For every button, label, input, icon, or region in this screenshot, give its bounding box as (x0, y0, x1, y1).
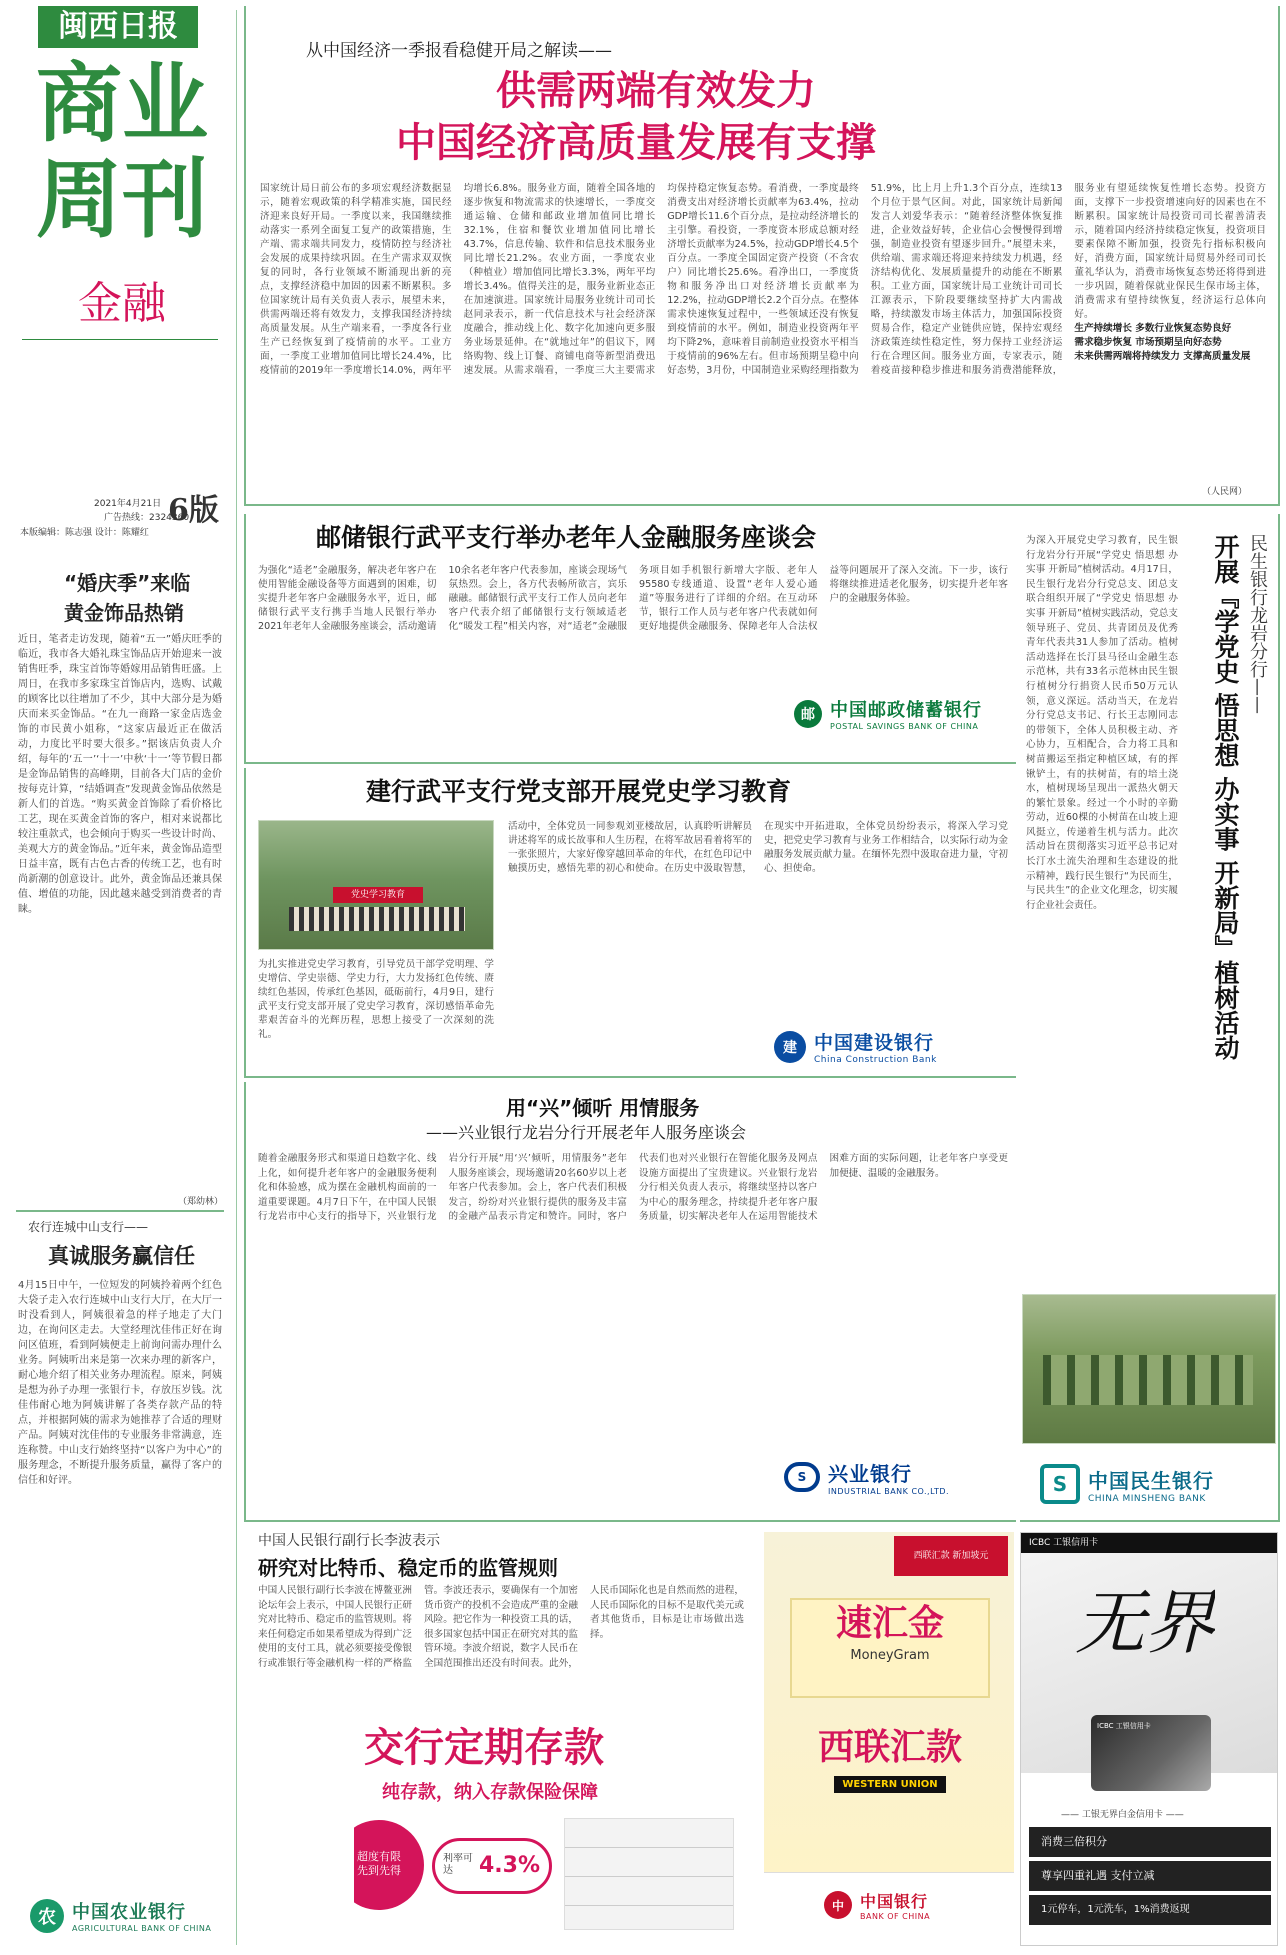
left-column-rule (236, 10, 237, 1945)
lead-subhead-b: 需求稳步恢复 市场预期呈向好态势 (1074, 337, 1222, 348)
cib-logo (776, 1454, 957, 1500)
left-divider (16, 1210, 224, 1212)
left1-credit: （郑幼林） (178, 1197, 224, 1207)
boc-ad-brand-2: 西联汇款 (817, 1727, 962, 1768)
abc-icon: 农 (30, 1899, 64, 1933)
abc-logo (30, 1898, 211, 1933)
boc-icon: 中 (824, 1891, 852, 1919)
ccb-photo (258, 820, 494, 950)
psbc-icon: 邮 (794, 700, 822, 728)
left-column (8, 4, 230, 1952)
left2-body: 4月15日中午，一位短发的阿姨拎着两个红色大袋子走入农行连城中山支行大厅，在大厅一时没看到人，阿姨很着急的样子地走了大门边，在询问区走去。大堂经理沈佳伟正好在询问区值班，看到阿姨便走上前询问需办理什么业务。阿姨听出来是第一次来办理的新客户，耐心地介绍了相关业务办理流程。原来，阿姨是想为孙子办理一张银行卡，存放压岁钱。沈佳伟耐心地为阿姨讲解了各类存款产品的特点，并根据阿姨的需求为她推荐了合适的理财产品。阿姨对沈佳伟的专业服务非常满意，连连称赞。中山支行始终坚持“以客户为中心”的服务理念，不断提升服务质量，赢得了客户的信任和好评。 (18, 1280, 222, 1486)
psbc-body: 为强化“适老”金融服务，解决老年客户在使用智能金融设备等方面遇到的困难，切实提升老年客户金融服务水平，近日，邮储银行武平支行携手当地人民银行举办2021年老年人金融服务座谈会，活动邀请10余名老年客户代表参加，座谈会现场气氛热烈。会上，各方代表畅所欲言，宾乐融融。邮储银行武平支行工作人员向老年客户代表介绍了邮储银行支行领域适老化“暖发工程”相关内容，对“适老”金融服务项目如手机银行新增大字版、老年人95580专线通道、设置“老年人爱心通道”等服务进行了详细的介绍。在互动环节，银行工作人员与老年客户代表就如何更好地提供金融服务、保障老年人合法权益等问题展开了深入交流。下一步，该行将继续推进适老化服务，切实提升老年客户的金融服务体验。 (258, 565, 1008, 632)
lead-credit: （人民网） (1202, 487, 1248, 497)
bocom-ad-title: 交行定期存款 (364, 1724, 604, 1771)
boc-bank-name: 中国银行 (860, 1892, 929, 1911)
icbc-ad (1020, 1532, 1278, 1946)
cmbc-body: 为深入开展党史学习教育，民生银行龙岩分行开展“学党史 悟思想 办实事 开新局”植树活动。4月17日，民生银行龙岩分行党总支、团总支联合组织开展了“学党史 悟思想 办实事 开新局”植树实践活动，党总支领导班子、党员、共青团员及优秀青年代表共31人参加了活动。植树活动选择在长汀县马径山金融生态示范林，共有33名示范林由民生银行植树分行捐资人民币50万元认领，意义深远。活动当天，在龙岩分行党总支书记、行长王志刚同志的带领下，全体人员积极主动、齐心协力，互相配合，合力将工具和树苗搬运至指定种植区域，有的挥锹铲土，有的扶树苗，有的培土浇水，植树现场呈现出一派热火朝天的繁忙景象。经过一个小时的辛勤劳动，近60棵的小树苗在山坡上迎风挺立，传递着生机与活力。此次活动旨在贯彻落实习近平总书记对长汀水土流失治理和生态建设的批示精神，践行民生银行“为民而生，与民共生”的企业文化理念，切实履行企业社会责任。 (1026, 535, 1178, 911)
ccb-story (244, 768, 1016, 1078)
boc-bank-name-en: BANK OF CHINA (860, 1912, 931, 1921)
ccb-photo-banner: 党史学习教育 (333, 887, 423, 903)
icbc-ad-row-3: 1元停车，1元洗车，1%消费返现 (1029, 1895, 1271, 1925)
psbc-bank-name-en: POSTAL SAVINGS BANK OF CHINA (830, 722, 979, 731)
lead-subhead-c: 未来供需两端将持续发力 支撑高质量发展 (1074, 351, 1251, 362)
boc-ad-moneygram-box (790, 1598, 990, 1698)
ad-hotline: 广告热线：2324360 (104, 513, 190, 523)
pboc-headline: 研究对比特币、稳定币的监管规则 (258, 1556, 558, 1580)
section-title-weekly: 周刊 (36, 154, 208, 246)
lead-headline-2: 中国经济高质量发展有支撑 (396, 120, 876, 166)
bocom-ad-rate-pill (432, 1838, 552, 1894)
boc-ad (764, 1532, 1014, 1944)
ccb-bank-name-en: China Construction Bank (814, 1055, 937, 1065)
cib-bank-name-en: INDUSTRIAL BANK CO.,LTD. (828, 1487, 950, 1496)
masthead-paper-name: 闽西日报 (38, 6, 198, 48)
ccb-logo (766, 1024, 945, 1069)
psbc-bank-name: 中国邮政储蓄银行 (830, 700, 982, 721)
cib-subhead: ——兴业银行龙岩分行开展老年人服务座谈会 (426, 1123, 747, 1142)
lead-subhead-a: 生产持续增长 多数行业恢复态势良好 (1074, 323, 1232, 334)
icbc-ad-row-1: 消费三倍积分 (1029, 1827, 1271, 1857)
bocom-ad-badge: 超度有限 先到先得 (354, 1820, 424, 1910)
psbc-headline: 邮储银行武平支行举办老年人金融服务座谈会 (316, 523, 817, 552)
left1-headline-1: “婚庆季”来临 (64, 571, 191, 595)
editors: 本版编辑：陈志强 设计：陈耀红 (20, 528, 149, 538)
abc-name-en: AGRICULTURAL BANK OF CHINA (72, 1924, 212, 1933)
lead-headline-1: 供需两端有效发力 (496, 68, 816, 114)
boc-ad-footer (764, 1872, 1014, 1944)
cmbc-kicker: 民生银行龙岩分行—— (1247, 534, 1268, 714)
ccb-bank-name: 中国建设银行 (814, 1032, 935, 1054)
cib-headline: 用“兴”倾听 用情服务 (506, 1096, 700, 1120)
issue-date: 2021年4月21日 (94, 499, 162, 509)
pboc-body: 中国人民银行副行长李波在博鳌亚洲论坛年会上表示，中国人民银行正研究对比特币、稳定币的监管规则。将来任何稳定币如果希望成为得到广泛使用的支付工具，就必须要接受像银行或准银行等金融机构一样的严格监管。李波还表示，要确保有一个加密货币资产的投机不会造成严重的金融风险。把它作为一种投资工具的话，很多国家包括中国正在研究对其的监管环境。李波介绍说，数字人民币在全国范围推出还没有时间表。此外，人民币国际化也是自然而然的进程，人民币国际化的目标不是取代美元或者其他货币，目标是让市场做出选择。 (258, 1585, 744, 1669)
icbc-ad-art-text: 无界 (1075, 1583, 1215, 1663)
left2-kicker: 农行连城中山支行—— (28, 1220, 149, 1234)
lead-body-text: 国家统计局日前公布的多项宏观经济数据显示，随着宏观政策的科学精准实施，国民经济迎来良好开局。一季度以来，我国继续推动落实一系列全面复工复产的政策措施，生产端、需求端共同发力，疫情防控与经济社会发展的成果持续巩固。在生产需求双双恢复的同时，各行业领域不断涌现出新的亮点，支撑经济稳中加固的因素不断累积。多位国家统计局有关负责人表示，展望未来，供需两端还将有效发力，支撑我国经济持续高质量发展。从生产端来看，一季度各行业生产已经恢复到了疫情前的水平。工业方面，一季度工业增加值同比增长24.4%，比疫情前的2019年一季度增长14.0%，两年平均增长6.8%。服务业方面，随着全国各地的逐步恢复和物流需求的快速增长，一季度交通运输、仓储和邮政业增加值同比增长32.1%，住宿和餐饮业增加值同比增长43.7%，信息传输、软件和信息技术服务业同比增长21.2%。农业方面，一季度农业（种植业）增加值同比增长3.3%，两年平均增长3.4%。值得关注的是，服务业新业态正在加速演进。国家统计局服务业统计司司长赵同录表示，新一代信息技术与社会经济深度融合，推动线上化、数字化加速向更多服务业场景延伸。在“就地过年”的倡议下，网络购物、线上订餐、商铺电商等新型消费迅速发展。从需求端看，一季度三大主要需求均保持稳定恢复态势。看消费，一季度最终消费支出对经济增长贡献率为63.4%，拉动GDP增长11.6个百分点，是拉动经济增长的主引擎。看投资，一季度资本形成总额对经济增长贡献率为24.5%，拉动GDP增长4.5个百分点。一季度全国固定资产投资（不含农户）同比增长25.6%。看净出口，一季度货物和服务净出口对经济增长贡献率为12.2%，拉动GDP增长2.2个百分点。在整体需求快速恢复过程中，一些领域还没有恢复到疫情前的水平。例如，制造业投资两年平均下降2%，意味着目前制造业投资水平相当于疫情前的96%左右。但市场预期呈稳中向好态势，3月份，中国制造业采购经理指数为51.9%，比上月上升1.3个百分点，连续13个月位于景气区间。对此，国家统计局新闻发言人刘爱华表示：“随着经济整体恢复推进，企业效益好转，企业信心会慢慢得到增强，制造业投资有望逐步回升。”展望未来，供给端、需求端还将迎来持续发力机遇，经济结构优化、发展质量提升的动能在不断累积。工业方面，国家统计局工业统计司司长江源表示，下阶段要继续坚持扩大内需战略，持续激发市场主体活力，加强国际投资贸易合作，稳定产业链供应链，保持宏观经济政策连续性稳定性，努力保持工业经济运行在合理区间。服务业方面，专家表示，随着疫苗接种稳步推进和服务消费潜能释放，服务业有望延续恢复性增长态势。投资方面，支撑下一步投资增速向好的因素也在不断累积。国家统计局投资司司长翟善清表示，随着国内经济持续稳定恢复，投资项目要素保障不断加强，投资先行指标积极向好，消费方面，国家统计局贸易外经司司长董礼华认为，消费市场恢复态势还将得到进一步巩固，随着保就业保民生保市场主体，消费需求有望持续恢复，经济运行总体向好。 (260, 183, 1266, 376)
icbc-ad-tagline: —— 工银无界白金信用卡 —— (1061, 1810, 1184, 1820)
abc-name: 中国农业银行 (72, 1902, 186, 1923)
bocom-ad-sub: 纯存款，纳入存款保险保障 (382, 1782, 598, 1803)
masthead-divider (22, 339, 218, 340)
cmbc-photo (1022, 1294, 1276, 1444)
boc-logo (824, 1889, 930, 1921)
icbc-ad-row-2: 尊享四重礼遇 支付立减 (1029, 1861, 1271, 1891)
cib-story (244, 1082, 1016, 1522)
left2-headline: 真诚服务赢信任 (48, 1244, 195, 1268)
cmbc-bank-name-en: CHINA MINSHENG BANK (1088, 1493, 1206, 1504)
lead-body (260, 182, 1266, 482)
cib-body: 随着金融服务形式和渠道日趋数字化、线上化，如何提升老年客户的金融服务便利化和体验感，成为摆在金融机构面前的一道重要课题。4月7日下午，在中国人民银行龙岩市中心支行的指导下，兴业银行龙岩分行开展“用‘兴’倾听，用情服务”老年人服务座谈会，现场邀请20名60岁以上老年客户代表参加。会上，客户代表们积极发言，纷纷对兴业银行提供的服务及丰富的金融产品表示肯定和赞许。同时，客户代表们也对兴业银行在智能化服务及网点设施方面提出了宝贵建议。兴业银行龙岩分行相关负责人表示，将继续坚持以客户为中心的服务理念，持续提升老年客户服务质量，切实解决老年人在运用智能技术困难方面的实际问题，让老年客户享受更加便捷、温暖的金融服务。 (258, 1153, 1008, 1222)
boc-ad-brand-1-en: MoneyGram (850, 1648, 930, 1663)
bocom-ad (354, 1710, 750, 1942)
section-title-commerce: 商业 (36, 58, 208, 150)
ccb-photo-people (289, 907, 465, 931)
boc-ad-brand-2-en: WESTERN UNION (834, 1776, 945, 1793)
boc-ad-brand-1: 速汇金 (835, 1603, 944, 1644)
bocom-ad-rate: 4.3% (479, 1853, 541, 1878)
left1-headline-2: 黄金饰品热销 (64, 601, 184, 625)
cmbc-icon: S (1040, 1464, 1080, 1504)
bocom-ad-rate-table (564, 1818, 734, 1930)
boc-ad-wu-box (774, 1724, 1006, 1844)
pboc-kicker: 中国人民银行副行长李波表示 (258, 1533, 440, 1549)
icbc-ad-card: ICBC 工银信用卡 (1091, 1715, 1211, 1791)
ccb-icon: 建 (774, 1031, 806, 1063)
ccb-body-b: 活动中，全体党员一同参观刘亚楼故居，认真聆听讲解员讲述将军的成长故事和人生历程，在将军故居看着将军的一张张照片，大家好像穿越回革命的年代，在红色印记中触摸历史，感悟先辈的初心和使命。在历史中汲取智慧，在现实中开拓进取，全体党员纷纷表示，将深入学习党史，把党史学习教育与业务工作相结合，以实际行动为金融服务发展贡献力量。在缅怀先烈中汲取奋进力量，守初心、担使命。 (508, 821, 1008, 874)
psbc-logo (786, 692, 990, 735)
ccb-headline: 建行武平支行党支部开展党史学习教育 (366, 777, 792, 806)
ccb-body-a: 为扎实推进党史学习教育，引导党员干部学党明理、学史增信、学史崇德、学史力行，大力发扬红色传统、赓续红色基因，传承红色基因，砥砺前行，4月9日，建行武平支行党支部开展了党史学习教育，深切感悟革命先辈艰苦奋斗的光辉历程，思想上接受了一次深刻的洗礼。 (258, 959, 494, 1040)
psbc-story (244, 514, 1016, 764)
page-number: 6版 (168, 493, 219, 528)
cmbc-photo-trees (1043, 1355, 1253, 1405)
cmbc-logo (1040, 1464, 1214, 1504)
cmbc-headline: 开展『学党史 悟思想 办实事 开新局』植树活动 (1211, 534, 1240, 1061)
cib-icon: S (784, 1462, 820, 1492)
cmbc-bank-name: 中国民生银行 (1088, 1468, 1214, 1493)
left1-body: 近日，笔者走访发现，随着“五一”婚庆旺季的临近，我市各大婚礼珠宝饰品店开始迎来一波销售旺季，珠宝首饰等婚嫁用品销售旺盛。上周日，在我市多家珠宝首饰店内，选购、试戴的顾客比以往增加了不少，其中大部分是为婚庆而来买金饰品。“在九一商路一家金店选金饰的市民黄小姐称，“这家店最近正在做活动，力度比平时要大很多。”据该店负责人介绍，每年的‘五一’‘十一’中秋‘十一’等节假日都是金饰品销售的高峰期，目前各大门店的金价按每克计算，“结婚调查”发现黄金饰品依然是新人们的首选。“购买黄金首饰除了看价格比工艺，现在买黄金首饰的客户，相对来说都比较注重款式，也会倾向于购买一些设计时尚、美观大方的黄金饰品。”近年来，黄金饰品造型日益丰富，既有古色古香的传统工艺，也有时尚新潮的创意设计。此外，黄金饰品还兼具保值、增值的功能，因此越来越受到消费者的青睐。 (18, 634, 222, 915)
bocom-ad-rate-label: 利率可达 (443, 1853, 473, 1876)
icbc-ad-header: ICBC 工银信用卡 (1021, 1533, 1278, 1553)
lead-story (244, 6, 1280, 506)
cib-bank-name: 兴业银行 (828, 1462, 912, 1486)
lead-kicker: 从中国经济一季报看稳健开局之解读—— (306, 41, 612, 61)
section-subtitle-finance: 金融 (78, 278, 166, 329)
boc-ad-top: 西联汇款 新加坡元 (894, 1536, 1008, 1576)
cmbc-story (1020, 514, 1280, 1522)
